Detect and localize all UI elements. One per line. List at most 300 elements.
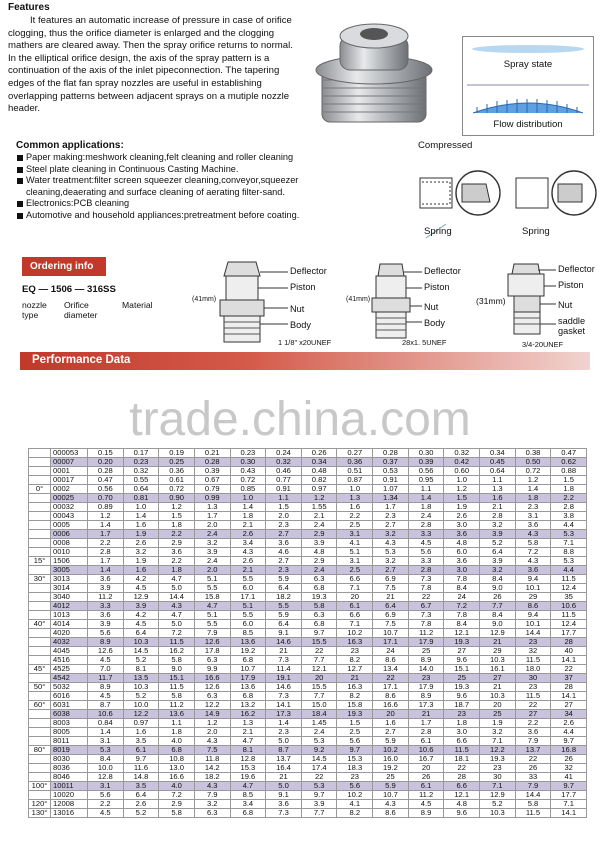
flow-value-cell: 5.9 [373, 782, 409, 791]
diagram2-nut: Nut [424, 302, 439, 312]
diagram3-thread: 3/4-20UNEF [522, 340, 564, 349]
flow-value-cell: 5.2 [123, 809, 159, 818]
flow-value-cell: 13.7 [266, 755, 302, 764]
flow-value-cell: 1.8 [408, 503, 444, 512]
angle-cell [29, 449, 51, 458]
flow-value-cell: 11.6 [123, 764, 159, 773]
flow-value-cell: 2.5 [337, 521, 373, 530]
flow-value-cell: 2.2 [159, 557, 195, 566]
flow-value-cell: 11.5 [515, 656, 551, 665]
flow-value-cell: 2.6 [230, 557, 266, 566]
flow-value-cell: 2.0 [266, 512, 302, 521]
flow-value-cell: 6.6 [444, 782, 480, 791]
flow-value-cell: 14.9 [194, 710, 230, 719]
flow-value-cell: 6.4 [123, 791, 159, 800]
flow-value-cell: 17.3 [408, 701, 444, 710]
flow-value-cell: 1.9 [123, 557, 159, 566]
flow-value-cell: 2.2 [88, 800, 124, 809]
flow-value-cell: 13.6 [230, 683, 266, 692]
flow-value-cell: 0.32 [123, 467, 159, 476]
flow-value-cell: 2.2 [551, 494, 587, 503]
flow-value-cell: 7.2 [159, 629, 195, 638]
flow-value-cell: 0.56 [88, 485, 124, 494]
flow-value-cell: 17.7 [551, 629, 587, 638]
flow-value-cell: 7.3 [408, 611, 444, 620]
flow-value-cell: 11.5 [515, 692, 551, 701]
flow-value-cell: 7.8 [444, 611, 480, 620]
flow-value-cell: 15.5 [301, 638, 337, 647]
nozzle-code-cell: 0005 [51, 521, 88, 530]
nozzle-code-cell: 4032 [51, 638, 88, 647]
diagram1-piston: Piston [290, 282, 316, 292]
angle-cell [29, 467, 51, 476]
angle-cell: 130° [29, 809, 51, 818]
flow-value-cell: 18.2 [194, 773, 230, 782]
flow-value-cell: 1.5 [337, 719, 373, 728]
flow-value-cell: 8.1 [123, 665, 159, 674]
flow-value-cell: 0.89 [88, 503, 124, 512]
flow-value-cell: 6.4 [123, 629, 159, 638]
flow-value-cell: 14.8 [123, 773, 159, 782]
flow-value-cell: 1.5 [266, 503, 302, 512]
flow-value-cell: 12.2 [480, 746, 516, 755]
flow-value-cell: 2.8 [408, 521, 444, 530]
nozzle-code-cell: 5032 [51, 683, 88, 692]
flow-value-cell: 7.1 [551, 539, 587, 548]
flow-value-cell: 0.72 [159, 485, 195, 494]
flow-value-cell: 2.6 [444, 512, 480, 521]
flow-value-cell: 10.3 [480, 692, 516, 701]
flow-value-cell: 22 [515, 755, 551, 764]
flow-value-cell: 11.5 [159, 638, 195, 647]
flow-value-cell: 19.2 [230, 647, 266, 656]
flow-value-cell: 0.37 [373, 458, 409, 467]
flow-value-cell: 17.9 [408, 638, 444, 647]
flow-value-cell: 24 [444, 593, 480, 602]
flow-value-cell: 30 [480, 773, 516, 782]
angle-cell [29, 647, 51, 656]
flow-value-cell: 2.3 [266, 566, 302, 575]
flow-value-cell: 1.8 [515, 494, 551, 503]
flow-value-cell: 1.6 [123, 728, 159, 737]
flow-value-cell: 0.91 [266, 485, 302, 494]
flow-value-cell: 2.8 [408, 566, 444, 575]
flow-value-cell: 25 [444, 674, 480, 683]
flow-value-cell: 14.6 [266, 683, 302, 692]
flow-value-cell: 7.3 [266, 656, 302, 665]
application-item: Water treatment:filter screen squeezer cleaning,conveyor,squeezer cleaning,deaerating and surface cleaning of aerating filter-sand. [16, 175, 376, 198]
flow-value-cell: 8.8 [551, 548, 587, 557]
diagram3-deflector: Deflector [558, 264, 595, 274]
flow-value-cell: 27 [480, 674, 516, 683]
flow-value-cell: 4.6 [266, 548, 302, 557]
flow-value-cell: 1.0 [123, 503, 159, 512]
angle-cell [29, 530, 51, 539]
diagram3-piston: Piston [558, 280, 584, 290]
flow-value-cell: 12.1 [444, 629, 480, 638]
flow-value-cell: 5.0 [266, 782, 302, 791]
nozzle-photo [300, 10, 448, 140]
flow-value-cell: 10.6 [88, 710, 124, 719]
flow-value-cell: 8.9 [88, 683, 124, 692]
angle-cell [29, 755, 51, 764]
flow-value-cell: 19.2 [373, 764, 409, 773]
flow-value-cell: 0.27 [337, 449, 373, 458]
angle-cell [29, 539, 51, 548]
flow-value-cell: 0.79 [194, 485, 230, 494]
flow-value-cell: 5.2 [480, 800, 516, 809]
watermark: trade.china.com [129, 393, 471, 446]
flow-value-cell: 12.2 [123, 710, 159, 719]
flow-value-cell: 28 [444, 773, 480, 782]
flow-value-cell: 14.4 [515, 791, 551, 800]
flow-value-cell: 1.8 [159, 521, 195, 530]
flow-value-cell: 1.2 [159, 503, 195, 512]
flow-distribution-label: Flow distribution [493, 119, 563, 130]
angle-cell [29, 602, 51, 611]
flow-value-cell: 5.3 [301, 737, 337, 746]
nozzle-code-cell: 4020 [51, 629, 88, 638]
flow-value-cell: 4.7 [159, 575, 195, 584]
flow-value-cell: 9.7 [301, 791, 337, 800]
flow-value-cell: 0.53 [373, 467, 409, 476]
flow-value-cell: 5.6 [337, 737, 373, 746]
features-text: It features an automatic increase of pressure in case of orifice clogging, thus the orifice diameter is enlarged and the clogging mathers are cleared away. Then the spray orifice returns to normal. In the elliptical orifice design, the axis of the spray pattern is a continuation of the axis of the inlet pipeconnection. The tapering edges of the flat fan spray nozzles are useful in establishing overlapping patterns between adjacent sprays on a mutiple nozzle header. [8, 15, 293, 115]
angle-cell [29, 719, 51, 728]
flow-value-cell: 4.0 [159, 737, 195, 746]
flow-value-cell: 3.1 [515, 512, 551, 521]
diagram2-thread: 28x1. 5UNEF [402, 338, 447, 347]
flow-value-cell: 3.2 [373, 557, 409, 566]
flow-value-cell: 0.82 [301, 476, 337, 485]
flow-value-cell: 11.5 [159, 683, 195, 692]
flow-value-cell: 1.07 [373, 485, 409, 494]
flow-value-cell: 6.1 [123, 746, 159, 755]
table-row [29, 548, 587, 557]
flow-value-cell: 16.2 [230, 710, 266, 719]
diagram1-height: (41mm) [192, 296, 217, 303]
flow-value-cell: 1.7 [194, 512, 230, 521]
flow-value-cell: 1.1 [266, 494, 302, 503]
flow-value-cell: 9.0 [480, 584, 516, 593]
flow-value-cell: 10.7 [373, 629, 409, 638]
flow-value-cell: 10.1 [515, 620, 551, 629]
flow-value-cell: 23 [337, 773, 373, 782]
flow-value-cell: 3.5 [123, 737, 159, 746]
nozzle-code-cell: 0001 [51, 467, 88, 476]
flow-value-cell: 5.0 [266, 737, 302, 746]
nozzle-code-cell: 8011 [51, 737, 88, 746]
ordering-info [22, 257, 172, 337]
flow-value-cell: 8.2 [337, 692, 373, 701]
angle-cell: 60° [29, 701, 51, 710]
flow-value-cell: 4.7 [230, 782, 266, 791]
flow-value-cell: 15.8 [194, 593, 230, 602]
diagram2-deflector: Deflector [424, 266, 461, 276]
flow-value-cell: 5.5 [230, 611, 266, 620]
flow-value-cell: 1.5 [159, 512, 195, 521]
flow-value-cell: 0.15 [88, 449, 124, 458]
performance-table [28, 448, 587, 818]
flow-value-cell: 2.8 [551, 503, 587, 512]
flow-value-cell: 0.91 [373, 476, 409, 485]
flow-value-cell: 1.4 [88, 521, 124, 530]
flow-value-cell: 2.4 [301, 566, 337, 575]
nozzle-code-cell: 3014 [51, 584, 88, 593]
flow-value-cell: 7.5 [373, 584, 409, 593]
flow-value-cell: 28 [551, 638, 587, 647]
flow-value-cell: 4.5 [88, 692, 124, 701]
flow-value-cell: 3.2 [123, 548, 159, 557]
flow-value-cell: 8.4 [444, 584, 480, 593]
flow-value-cell: 0.20 [88, 458, 124, 467]
flow-value-cell: 10.3 [480, 809, 516, 818]
applications-title: Common applications: [16, 140, 124, 151]
flow-value-cell: 0.47 [551, 449, 587, 458]
flow-value-cell: 25 [480, 710, 516, 719]
diagram1-deflector: Deflector [290, 266, 327, 276]
spray-state-label: Spray state [503, 59, 553, 70]
angle-cell [29, 512, 51, 521]
flow-value-cell: 4.3 [194, 782, 230, 791]
flow-value-cell: 3.6 [515, 566, 551, 575]
flow-value-cell: 4.8 [444, 539, 480, 548]
flow-value-cell: 8.4 [444, 620, 480, 629]
flow-value-cell: 9.6 [444, 656, 480, 665]
flow-value-cell: 2.8 [88, 548, 124, 557]
table-row [29, 566, 587, 575]
flow-value-cell: 2.2 [337, 512, 373, 521]
flow-value-cell: 6.4 [480, 548, 516, 557]
flow-value-cell: 4.7 [159, 611, 195, 620]
flow-value-cell: 3.2 [194, 800, 230, 809]
flow-value-cell: 29 [515, 593, 551, 602]
flow-value-cell: 3.9 [480, 557, 516, 566]
flow-value-cell: 13.5 [123, 674, 159, 683]
table-row [29, 575, 587, 584]
flow-value-cell: 6.9 [373, 611, 409, 620]
flow-value-cell: 4.4 [551, 728, 587, 737]
nozzle-code-cell: 000053 [51, 449, 88, 458]
flow-value-cell: 7.9 [194, 629, 230, 638]
flow-value-cell: 21 [373, 593, 409, 602]
flow-value-cell: 10.0 [88, 764, 124, 773]
flow-value-cell: 17.4 [301, 764, 337, 773]
flow-value-cell: 8.9 [408, 692, 444, 701]
nozzle-code-cell: 10020 [51, 791, 88, 800]
flow-value-cell: 4.1 [337, 539, 373, 548]
nozzle-code-cell: 4045 [51, 647, 88, 656]
performance-header [20, 352, 590, 370]
flow-value-cell: 12.4 [551, 620, 587, 629]
flow-value-cell: 34 [551, 710, 587, 719]
flow-value-cell: 2.9 [301, 557, 337, 566]
flow-value-cell: 8.6 [373, 692, 409, 701]
flow-value-cell: 16.1 [480, 665, 516, 674]
flow-value-cell: 19.1 [266, 674, 302, 683]
flow-value-cell: 0.38 [515, 449, 551, 458]
angle-cell [29, 638, 51, 647]
application-item: Paper making:meshwork cleaning,felt cleaning and roller cleaning [16, 152, 376, 164]
flow-value-cell: 3.6 [444, 530, 480, 539]
angle-cell: 40° [29, 620, 51, 629]
nozzle-code-cell: 8046 [51, 773, 88, 782]
flow-value-cell: 3.9 [123, 602, 159, 611]
flow-value-cell: 6.9 [373, 575, 409, 584]
flow-value-cell: 14.0 [408, 665, 444, 674]
flow-value-cell: 40 [551, 647, 587, 656]
flow-value-cell: 8.4 [480, 611, 516, 620]
flow-value-cell: 15.3 [230, 764, 266, 773]
flow-value-cell: 0.60 [444, 467, 480, 476]
diagram3-height: (31mm) [476, 296, 506, 306]
flow-value-cell: 2.4 [194, 557, 230, 566]
flow-value-cell: 27 [515, 710, 551, 719]
flow-value-cell: 3.3 [408, 557, 444, 566]
flow-value-cell: 6.8 [301, 620, 337, 629]
angle-cell: 15° [29, 557, 51, 566]
flow-value-cell: 1.4 [123, 512, 159, 521]
flow-value-cell: 1.7 [373, 503, 409, 512]
nozzle-code-cell: 6038 [51, 710, 88, 719]
flow-value-cell: 9.9 [194, 665, 230, 674]
flow-value-cell: 23 [515, 683, 551, 692]
flow-value-cell: 21 [480, 638, 516, 647]
nozzle-code-cell: 1506 [51, 557, 88, 566]
flow-value-cell: 7.9 [194, 791, 230, 800]
angle-cell [29, 593, 51, 602]
flow-value-cell: 0.51 [337, 467, 373, 476]
flow-value-cell: 4.5 [123, 620, 159, 629]
flow-value-cell: 0.28 [194, 458, 230, 467]
flow-value-cell: 8.5 [230, 629, 266, 638]
flow-value-cell: 0.21 [194, 449, 230, 458]
flow-value-cell: 3.6 [515, 728, 551, 737]
flow-value-cell: 11.2 [88, 593, 124, 602]
application-item: Electronics:PCB cleaning [16, 198, 376, 210]
flow-value-cell: 0.43 [230, 467, 266, 476]
angle-cell [29, 764, 51, 773]
diagram3-gasket: gasket [558, 326, 586, 336]
flow-value-cell: 9.6 [444, 692, 480, 701]
nozzle-code-cell: 0002 [51, 485, 88, 494]
flow-value-cell: 2.7 [266, 530, 302, 539]
flow-value-cell: 1.8 [159, 566, 195, 575]
flow-value-cell: 2.0 [194, 728, 230, 737]
flow-value-cell: 0.72 [230, 476, 266, 485]
flow-value-cell: 13.0 [159, 764, 195, 773]
flow-value-cell: 8.6 [373, 809, 409, 818]
table-row [29, 539, 587, 548]
flow-value-cell: 3.9 [88, 584, 124, 593]
flow-value-cell: 7.8 [408, 584, 444, 593]
flow-value-cell: 6.8 [230, 656, 266, 665]
table-row [29, 593, 587, 602]
flow-value-cell: 16.4 [266, 764, 302, 773]
flow-value-cell: 12.8 [88, 773, 124, 782]
flow-value-cell: 0.97 [123, 719, 159, 728]
nozzle-code-cell: 3013 [51, 575, 88, 584]
flow-value-cell: 22 [444, 764, 480, 773]
spring-label-right: Spring [522, 226, 550, 237]
flow-value-cell: 7.2 [515, 548, 551, 557]
table-row [29, 665, 587, 674]
angle-cell [29, 728, 51, 737]
flow-value-cell: 9.0 [480, 620, 516, 629]
flow-value-cell: 23 [515, 638, 551, 647]
flow-value-cell: 16.3 [337, 638, 373, 647]
flow-value-cell: 12.1 [301, 665, 337, 674]
flow-value-cell: 1.4 [230, 503, 266, 512]
flow-value-cell: 15.5 [301, 683, 337, 692]
flow-value-cell: 4.0 [159, 782, 195, 791]
flow-value-cell: 1.6 [123, 521, 159, 530]
flow-value-cell: 17.7 [551, 791, 587, 800]
flow-value-cell: 7.5 [373, 620, 409, 629]
flow-value-cell: 4.3 [159, 602, 195, 611]
flow-value-cell: 9.6 [444, 809, 480, 818]
flow-value-cell: 10.0 [123, 701, 159, 710]
flow-value-cell: 19.3 [444, 683, 480, 692]
flow-value-cell: 19.6 [230, 773, 266, 782]
flow-value-cell: 5.6 [337, 782, 373, 791]
flow-value-cell: 3.3 [408, 530, 444, 539]
flow-value-cell: 2.9 [301, 530, 337, 539]
flow-value-cell: 9.0 [159, 665, 195, 674]
flow-value-cell: 2.4 [301, 728, 337, 737]
flow-value-cell: 22 [373, 674, 409, 683]
flow-value-cell: 0.70 [88, 494, 124, 503]
flow-value-cell: 7.8 [408, 620, 444, 629]
flow-value-cell: 20 [408, 764, 444, 773]
flow-value-cell: 3.0 [444, 728, 480, 737]
flow-value-cell: 3.6 [159, 548, 195, 557]
flow-value-cell: 16.7 [408, 755, 444, 764]
flow-value-cell: 12.2 [194, 701, 230, 710]
flow-value-cell: 11.5 [551, 611, 587, 620]
nozzle-code-cell: 8019 [51, 746, 88, 755]
flow-value-cell: 1.1 [408, 485, 444, 494]
flow-value-cell: 9.7 [337, 746, 373, 755]
flow-value-cell: 2.0 [194, 566, 230, 575]
flow-value-cell: 15.1 [444, 665, 480, 674]
flow-value-cell: 8.7 [88, 701, 124, 710]
flow-value-cell: 17.1 [373, 683, 409, 692]
flow-value-cell: 4.3 [373, 800, 409, 809]
flow-value-cell: 8.7 [266, 746, 302, 755]
nozzle-code-cell: 4516 [51, 656, 88, 665]
flow-value-cell: 5.5 [194, 620, 230, 629]
flow-value-cell: 3.3 [88, 602, 124, 611]
flow-value-cell: 10.3 [480, 656, 516, 665]
flow-value-cell: 12.4 [551, 584, 587, 593]
flow-value-cell: 16.8 [551, 746, 587, 755]
flow-value-cell: 10.2 [337, 629, 373, 638]
flow-value-cell: 7.3 [408, 575, 444, 584]
flow-value-cell: 0.97 [301, 485, 337, 494]
table-row [29, 674, 587, 683]
flow-value-cell: 1.1 [159, 719, 195, 728]
flow-value-cell: 5.0 [159, 620, 195, 629]
flow-value-cell: 8.5 [230, 791, 266, 800]
flow-value-cell: 1.7 [408, 719, 444, 728]
flow-value-cell: 12.6 [194, 683, 230, 692]
flow-value-cell: 1.2 [515, 476, 551, 485]
flow-value-cell: 15.0 [301, 701, 337, 710]
flow-value-cell: 0.67 [194, 476, 230, 485]
flow-value-cell: 17.1 [373, 638, 409, 647]
flow-value-cell: 6.0 [444, 548, 480, 557]
